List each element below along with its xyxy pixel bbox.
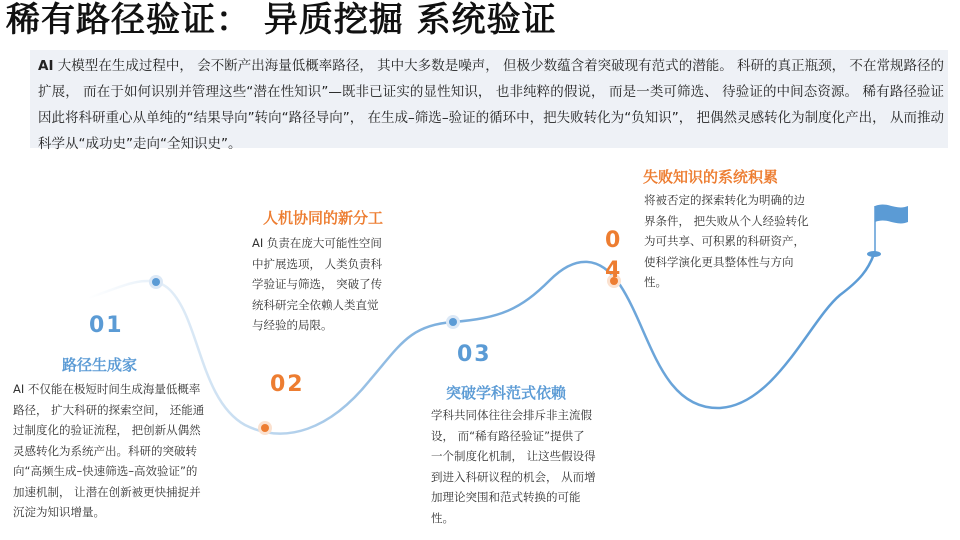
step-03-dot bbox=[449, 318, 457, 326]
step-04-number: 04 bbox=[605, 228, 623, 283]
step-02-text: AI 负责在庞大可能性空间中扩展选项， 人类负责科学验证与筛选， 突破了传统科研完全依赖人类直觉与经验的局限。 bbox=[252, 236, 383, 332]
intro-text: 大模型在生成过程中， 会不断产出海量低概率路径， 其中大多数是噪声， 但极少数蕴含着突破现有范式的潜能。 科研的真正瓶颈， 不在常规路径的扩展， 而在于如何识别并管理这些“潜在性知识”—既非已证实的显性知识， 也非纯粹的假说， 而是一类可筛选、 待验证的中间态资源。 稀有路径验证因此将科研重心从单纯的“结果导向”转向“路径导向”， 在生成–筛选–验证的循环中，把失败转化为“负知识”， 把偶然灵感转化为制度化产出， 从而推动科学从“成功史”走向“全知识史”。 bbox=[38, 58, 944, 152]
step-03-heading: 突破学科范式依赖 bbox=[446, 384, 567, 402]
step-01-dot bbox=[152, 278, 160, 286]
step-02-heading: 人机协同的新分工 bbox=[263, 209, 384, 227]
step-03-text: 学科共同体往往会排斥非主流假设， 而“稀有路径验证”提供了一个制度化机制， 让这些假设得到进入科研议程的机会， 从而增加理论突围和范式转换的可能性。 bbox=[431, 408, 596, 525]
step-03-number: 03 bbox=[457, 342, 492, 367]
step-02-dot bbox=[261, 424, 269, 432]
flag-base bbox=[867, 251, 881, 257]
intro-lead: AI bbox=[38, 58, 54, 74]
step-01-text: AI 不仅能在极短时间生成海量低概率路径， 扩大科研的探索空间， 还能通过制度化的验证流程， 把创新从偶然灵感转化为系统产出。科研的突破转向“高频生成–快速筛选–高效验证”的加速机制， 让潜在创新被更快捕捉并沉淀为知识增量。 bbox=[13, 382, 205, 519]
step-04-text: 将被否定的探索转化为明确的边界条件， 把失败从个人经验转化为可共享、可积累的科研资产， 使科学演化更具整体性与方向性。 bbox=[644, 193, 809, 289]
page-title: 稀有路径验证： 异质挖掘 系统验证 bbox=[6, 0, 557, 40]
step-01-heading: 路径生成家 bbox=[62, 356, 138, 374]
step-02-number: 02 bbox=[270, 372, 305, 397]
step-04-heading: 失败知识的系统积累 bbox=[643, 168, 779, 186]
step-01-number: 01 bbox=[89, 313, 124, 338]
flag-icon bbox=[875, 205, 908, 224]
